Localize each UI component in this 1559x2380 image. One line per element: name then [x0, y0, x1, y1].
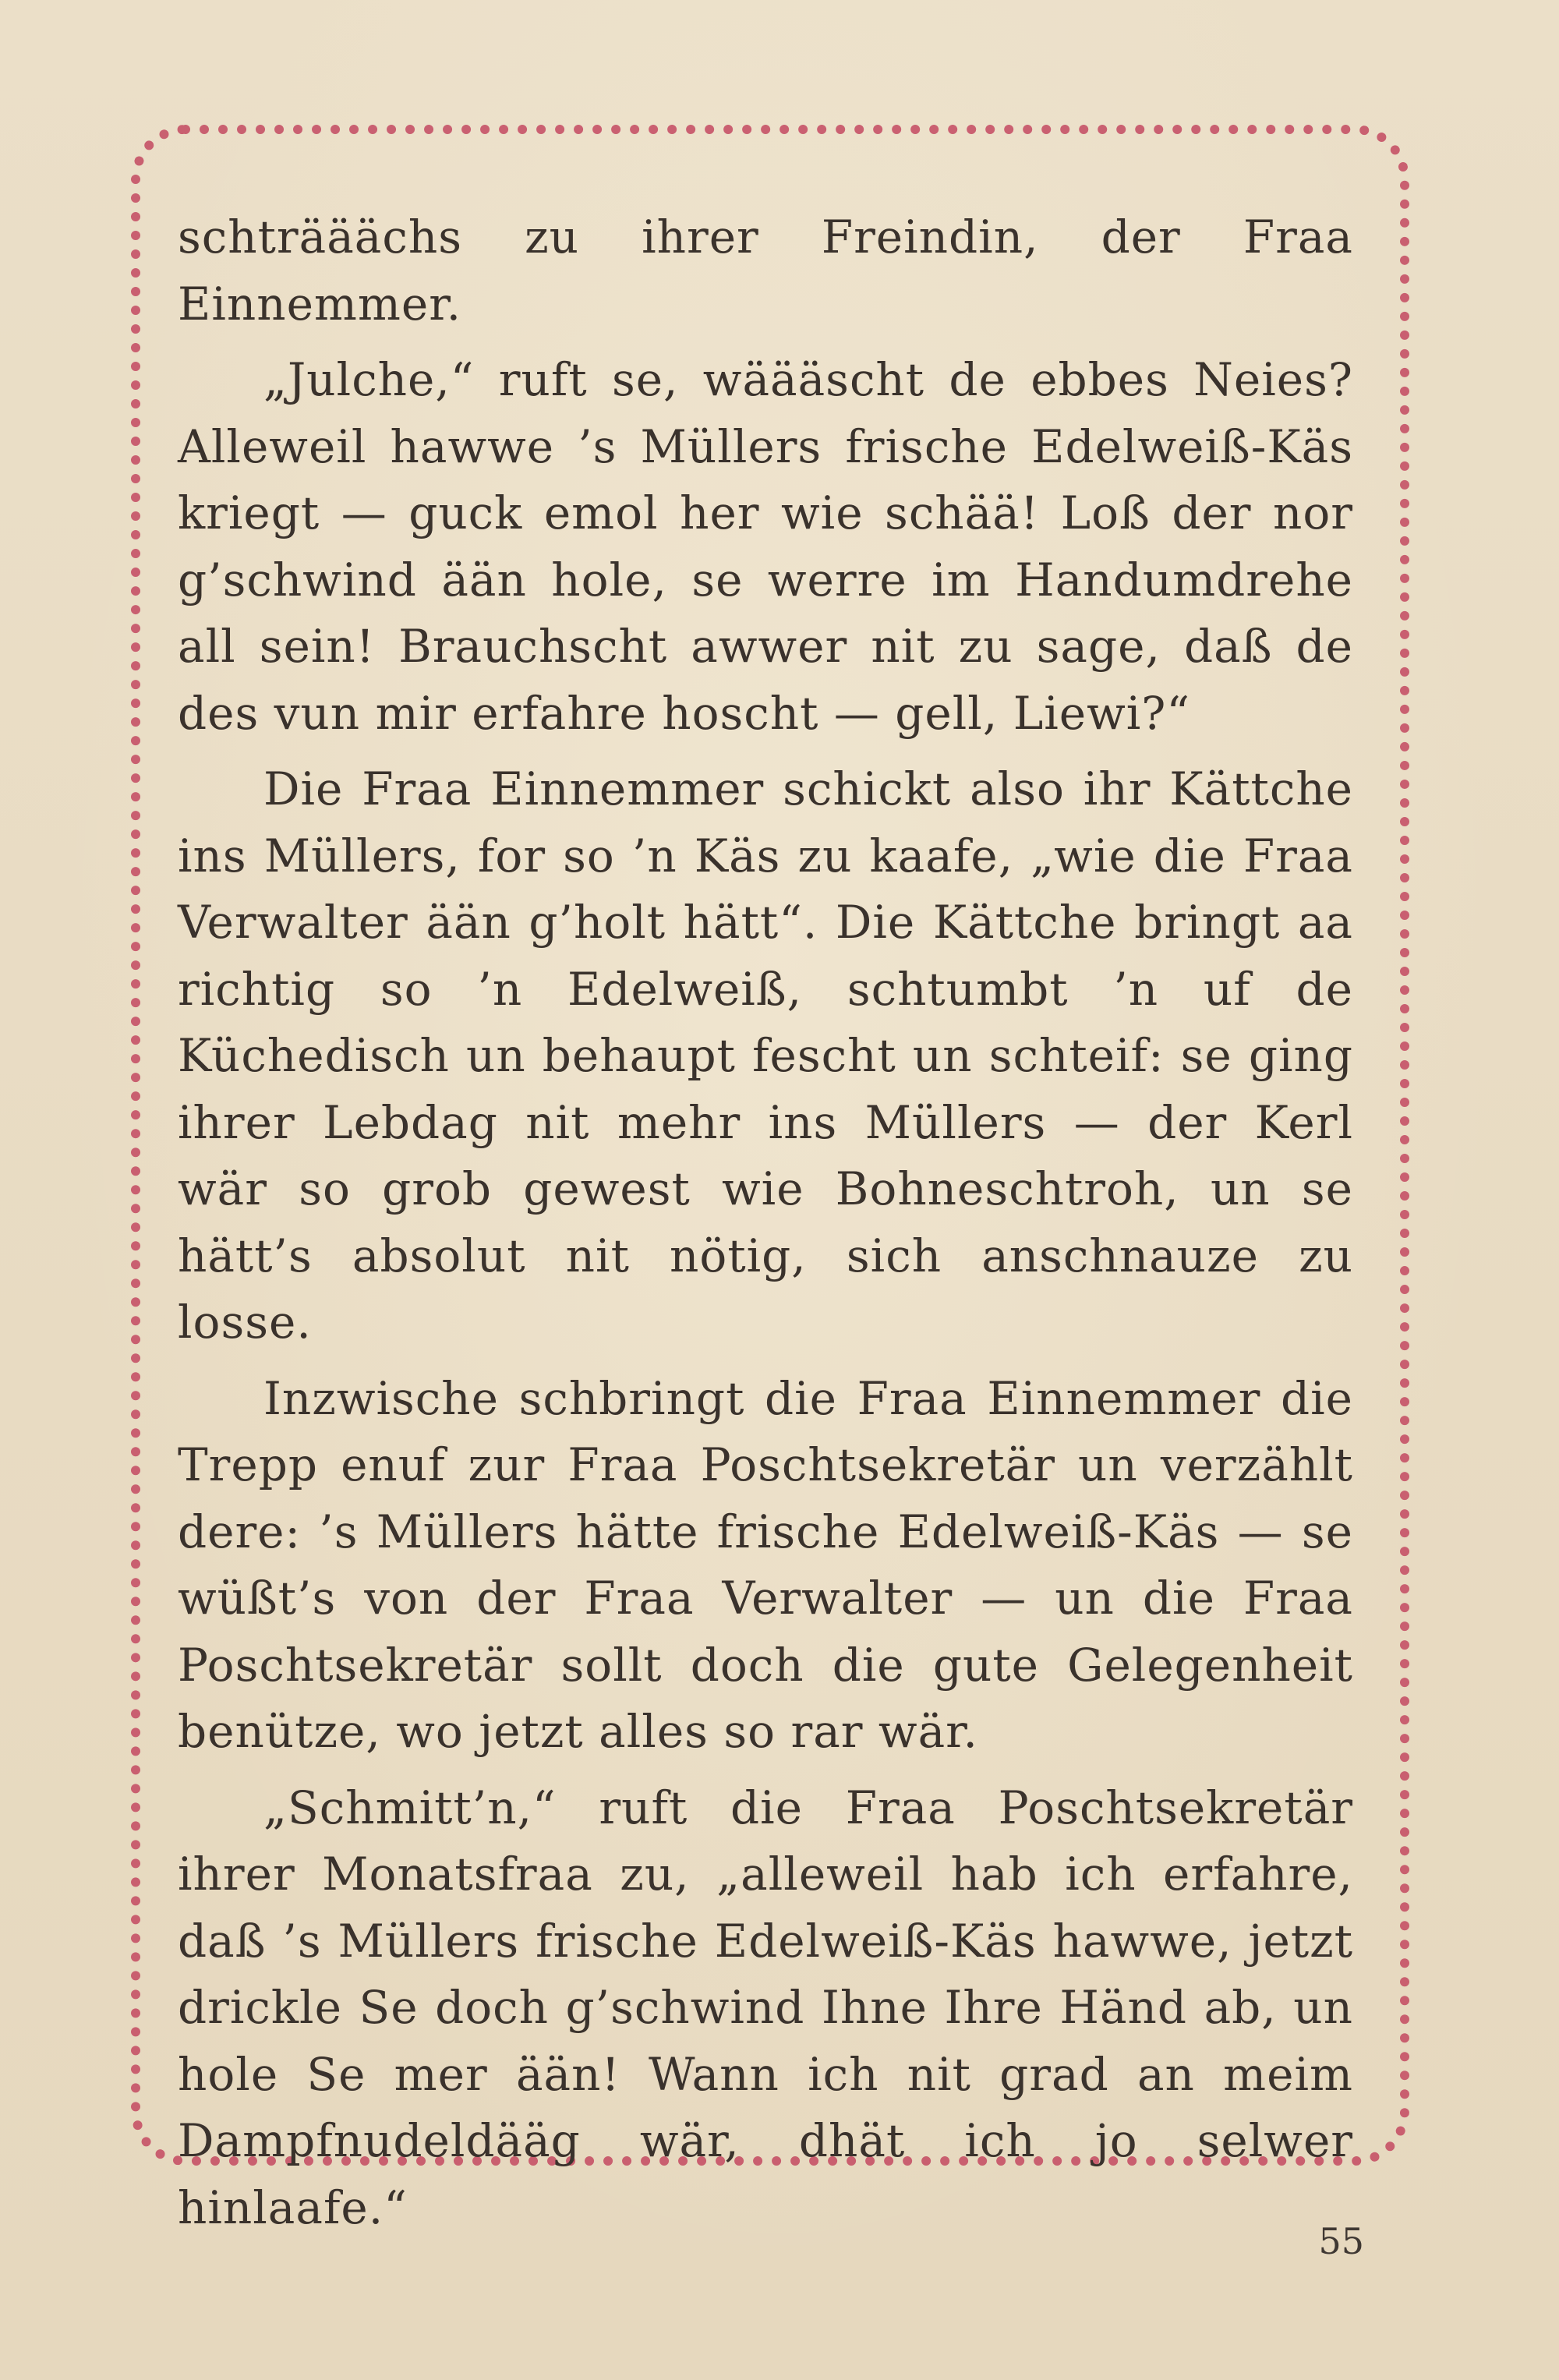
paragraph-4: Inzwische schbringt die Fraa Einnemmer die Trepp enuf zur Fraa Poschtsekretär un verzählt dere: ’s Müllers hätte frische Edelweiß-Käs — se wüßt’s von der Fraa Verwalter — un die Fraa Poschtsekretär sollt doch die gute Gelegenheit benütze, wo jetzt alles so rar wär. — [178, 1371, 1353, 1758]
body-text — [178, 204, 1353, 2241]
paragraph-3: Die Fraa Einnemmer schickt also ihr Kättche ins Müllers, for so ’n Käs zu kaafe, „wie die Fraa Verwalter ään g’holt hätt“. Die Kättche bringt aa richtig so ’n Edelweiß, schtumbt ’n uf de Küchedisch un behaupt fescht un schteif: se ging ihrer Lebdag nit mehr ins Müllers — der Kerl wär so grob gewest wie Bohneschtroh, un se hätt’s absolut nit nötig, sich anschnauze zu losse. — [178, 762, 1353, 1349]
page-number: 55 — [1318, 2220, 1364, 2262]
paragraph-5: „Schmitt’n,“ ruft die Fraa Poschtsekretär ihrer Monatsfraa zu, „alleweil hab ich erfahre, daß ’s Müllers frische Edelweiß-Käs hawwe, jetzt drickle Se doch g’schwind Ihne Ihre Händ ab, un hole Se mer ään! Wann ich nit grad an meim Dampfnudeldääg wär, dhät ich jo selwer hinlaafe.“ — [178, 1781, 1353, 2234]
paragraph-1: schträäächs zu ihrer Freindin, der Fraa Einnemmer. — [178, 210, 1353, 331]
paragraph-2: „Julche,“ ruft se, wäääscht de ebbes Neies? Alleweil hawwe ’s Müllers frische Edelweiß-Käs kriegt — guck emol her wie schää! Loß der nor g’schwind ään hole, se werre im Handumdrehe all sein! Brauchscht awwer nit zu sage, daß de des vun mir erfahre hoscht — gell, Liewi?“ — [178, 353, 1353, 740]
